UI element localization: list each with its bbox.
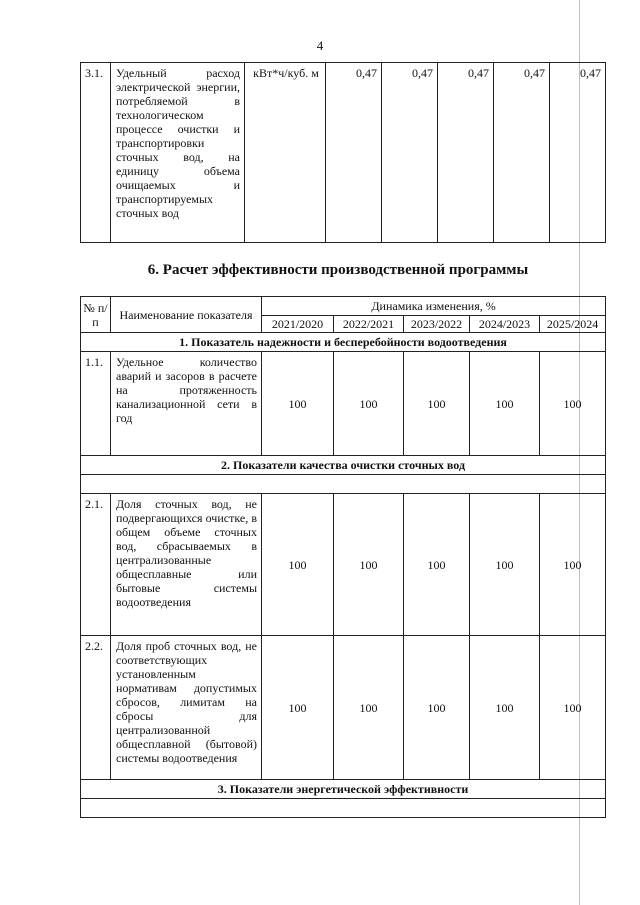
year-header: 2025/2024 bbox=[540, 316, 606, 333]
value-cell: 100 bbox=[404, 636, 470, 780]
value-cell: 0,47 bbox=[550, 63, 606, 243]
section-heading: 2. Показатели качества очистки сточных вод bbox=[81, 456, 606, 475]
header-dynamics: Динамика изменения, % bbox=[262, 297, 606, 316]
section-heading: 3. Показатели энергетической эффективности bbox=[81, 780, 606, 799]
table-row bbox=[81, 352, 606, 456]
value-cell: 0,47 bbox=[438, 63, 494, 243]
table-row bbox=[81, 636, 606, 780]
row-number: 2.2. bbox=[81, 636, 111, 780]
value-cell: 100 bbox=[540, 636, 606, 780]
value-cell: 100 bbox=[334, 636, 404, 780]
row-number: 3.1. bbox=[81, 63, 111, 243]
header-row bbox=[81, 297, 606, 316]
row-number: 1.1. bbox=[81, 352, 111, 456]
section-header-row bbox=[81, 456, 606, 475]
value-cell: 100 bbox=[334, 352, 404, 456]
energy-consumption-table bbox=[80, 62, 606, 243]
value-cell: 100 bbox=[470, 636, 540, 780]
indicator-name: Доля сточных вод, не подвергающихся очистке, в общем объеме сточных вод, сбрасываемых в централизованные общесплавные или бытовые системы водоотведения bbox=[111, 494, 262, 636]
indicator-name: Доля проб сточных вод, не соответствующих установленным нормативам допустимых сбросов, лимитам на сбросы для централизованной общесплавной (бытовой) системы водоотведения bbox=[111, 636, 262, 780]
value-cell: 100 bbox=[334, 494, 404, 636]
year-header: 2023/2022 bbox=[404, 316, 470, 333]
efficiency-table bbox=[80, 296, 606, 818]
header-name: Наименование показателя bbox=[111, 297, 262, 333]
section-header-row bbox=[81, 780, 606, 799]
year-header: 2024/2023 bbox=[470, 316, 540, 333]
value-cell: 100 bbox=[540, 494, 606, 636]
value-cell: 0,47 bbox=[494, 63, 550, 243]
year-header: 2021/2020 bbox=[262, 316, 334, 333]
value-cell: 100 bbox=[262, 494, 334, 636]
section-heading: 1. Показатель надежности и бесперебойности водоотведения bbox=[81, 333, 606, 352]
section-header-row bbox=[81, 333, 606, 352]
value-cell: 0,47 bbox=[382, 63, 438, 243]
table-row bbox=[81, 63, 606, 243]
spacer-row bbox=[81, 799, 606, 818]
value-cell: 100 bbox=[540, 352, 606, 456]
value-cell: 100 bbox=[262, 352, 334, 456]
indicator-name: Удельный расход электрической энергии, потребляемой в технологическом процессе очистки и транспортировки сточных вод, на единицу объема очищаемых и транспортируемых сточных вод bbox=[111, 63, 245, 243]
row-number: 2.1. bbox=[81, 494, 111, 636]
year-header: 2022/2021 bbox=[334, 316, 404, 333]
section-title: 6. Расчет эффективности производственной программы bbox=[147, 262, 529, 278]
header-num: № п/п bbox=[81, 297, 111, 333]
value-cell: 100 bbox=[404, 352, 470, 456]
value-cell: 0,47 bbox=[326, 63, 382, 243]
unit-cell: кВт*ч/куб. м bbox=[245, 63, 326, 243]
indicator-name: Удельное количество аварий и засоров в расчете на протяженность канализационной сети в год bbox=[111, 352, 262, 456]
spacer-row bbox=[81, 475, 606, 494]
table-row bbox=[81, 494, 606, 636]
value-cell: 100 bbox=[470, 494, 540, 636]
value-cell: 100 bbox=[470, 352, 540, 456]
page-number: 4 bbox=[316, 38, 324, 53]
value-cell: 100 bbox=[262, 636, 334, 780]
value-cell: 100 bbox=[404, 494, 470, 636]
